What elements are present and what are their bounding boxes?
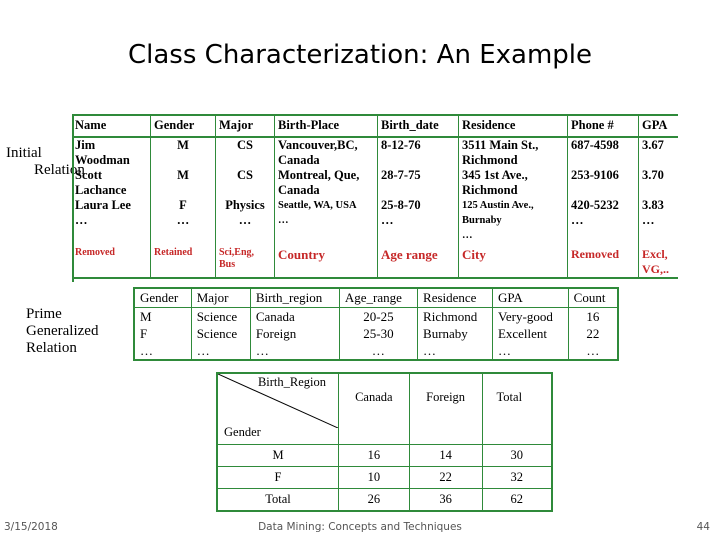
table-cell: 687-4598 [568, 137, 639, 168]
column-header: Birth_date [378, 114, 459, 137]
crosstab-cell: 26 [339, 489, 410, 512]
column-header: Gender [134, 288, 191, 308]
table-cell: CS [216, 137, 275, 168]
table-cell: 16 [586, 309, 600, 324]
prime-generalized-table [133, 287, 619, 361]
label-line: Relation [26, 340, 77, 356]
table-cell: F [134, 325, 191, 342]
column-header: Major [216, 114, 275, 137]
table-cell: M [134, 308, 191, 326]
table-cell: Vancouver,BC, Canada [275, 137, 378, 168]
table-row [72, 198, 678, 243]
table-cell: 3.70 [642, 168, 664, 182]
crosstab-cell: 10 [339, 467, 410, 489]
label-line: Initial [6, 145, 42, 161]
table-cell: Burnaby [418, 325, 493, 342]
column-header: GPA [639, 114, 679, 137]
crosstab-cell: 22 [409, 467, 482, 489]
corner-row-label: Gender [224, 425, 261, 439]
table-cell: CS [216, 168, 275, 198]
operation-cell: Country [275, 243, 378, 278]
table-cell: … [492, 342, 568, 360]
table-row [72, 137, 678, 168]
table-cell: 3.83 … [642, 198, 664, 227]
table-cell: Foreign [250, 325, 339, 342]
table-row [134, 342, 618, 360]
table-cell: 3.67 [639, 137, 679, 168]
table-cell: 3511 Main St., Richmond [459, 137, 568, 168]
prime-relation-label [26, 306, 98, 357]
crosstab-table [216, 372, 553, 512]
crosstab-column-header: Canada [339, 373, 410, 445]
operation-cell: Removed [568, 243, 639, 278]
table-cell: Science [191, 325, 250, 342]
operation-cell: Sci,Eng, Bus [216, 243, 275, 278]
column-header: Phone # [568, 114, 639, 137]
table-cell: 20-25 [339, 308, 417, 326]
crosstab-row [217, 467, 552, 489]
table-cell: Richmond [418, 308, 493, 326]
label-line: Generalized [26, 323, 99, 339]
table-row [72, 168, 678, 198]
table-cell: Physics … [216, 198, 275, 243]
column-header: Birth-Place [275, 114, 378, 137]
page-number: 44 [696, 521, 710, 533]
footer-date: 3/15/2018 [4, 521, 58, 533]
crosstab-row-label: F [217, 467, 339, 489]
footer-title: Data Mining: Concepts and Techniques [258, 521, 462, 533]
column-header: Name [72, 114, 151, 137]
table-cell: … [191, 342, 250, 360]
operations-row [72, 243, 678, 278]
table-cell: M [151, 168, 216, 198]
crosstab-row-label: M [217, 445, 339, 467]
column-header: Birth_region [250, 288, 339, 308]
operation-cell: Age range [378, 243, 459, 278]
slide-title: Class Characterization: An Example [128, 40, 592, 70]
table-cell: Canada [250, 308, 339, 326]
table-cell: 8-12-76 [378, 137, 459, 168]
table-cell: Excellent [492, 325, 568, 342]
table-header-row [134, 288, 618, 308]
corner-column-label: Birth_Region [257, 375, 326, 389]
column-header: Count [568, 288, 618, 308]
crosstab-column-header: Foreign [409, 373, 482, 445]
table-cell: Jim Woodman [72, 137, 151, 168]
crosstab-cell: 32 [482, 467, 552, 489]
table-cell: Laura Lee … [72, 198, 151, 243]
operation-cell: Retained [151, 243, 216, 278]
table-row [134, 308, 618, 326]
column-header: Gender [151, 114, 216, 137]
column-header: Major [191, 288, 250, 308]
table-cell: 345 1st Ave., Richmond [459, 168, 568, 198]
operation-cell: Excl, VG,.. [639, 243, 679, 278]
crosstab-header-row [217, 373, 552, 445]
table-cell: 22 [586, 326, 600, 341]
crosstab-row [217, 489, 552, 512]
crosstab-row-label: Total [217, 489, 339, 512]
table-header-row [72, 114, 678, 137]
table-cell: 25-30 [339, 325, 417, 342]
table-cell: 28-7-75 [378, 168, 459, 198]
label-line: Relation [34, 162, 85, 178]
operation-cell: City [459, 243, 568, 278]
initial-relation-table [72, 114, 678, 279]
operation-cell: Removed [72, 243, 151, 278]
table-cell: … [339, 342, 417, 360]
column-header: Residence [459, 114, 568, 137]
table-cell: F … [151, 198, 216, 243]
table-cell: Montreal, Que, Canada [275, 168, 378, 198]
table-cell: … [250, 342, 339, 360]
table-cell: Scott Lachance [72, 168, 151, 198]
table-cell: 25-8-70 … [378, 198, 459, 243]
crosstab-cell: 36 [409, 489, 482, 512]
column-header: GPA [492, 288, 568, 308]
crosstab-cell: 62 [482, 489, 552, 512]
table-cell: 253-9106 [568, 168, 639, 198]
column-header: Age_range [339, 288, 417, 308]
crosstab-column-header: Total [482, 373, 552, 445]
column-header: Residence [418, 288, 493, 308]
table-cell: 420-5232 … [568, 198, 639, 243]
crosstab-row [217, 445, 552, 467]
table-row [134, 325, 618, 342]
table-cell: … [134, 342, 191, 360]
table-cell: M [151, 137, 216, 168]
label-line: Prime [26, 306, 62, 322]
crosstab-cell: 30 [482, 445, 552, 467]
crosstab-corner-cell [217, 373, 339, 445]
table-cell: 125 Austin Ave., Burnaby … [459, 198, 568, 243]
table-cell: Science [191, 308, 250, 326]
table-cell: … [418, 342, 493, 360]
crosstab-cell: 16 [339, 445, 410, 467]
table-cell: … [586, 343, 600, 358]
table-cell: Seattle, WA, USA … [275, 198, 378, 243]
table-cell: Very-good [492, 308, 568, 326]
crosstab-cell: 14 [409, 445, 482, 467]
